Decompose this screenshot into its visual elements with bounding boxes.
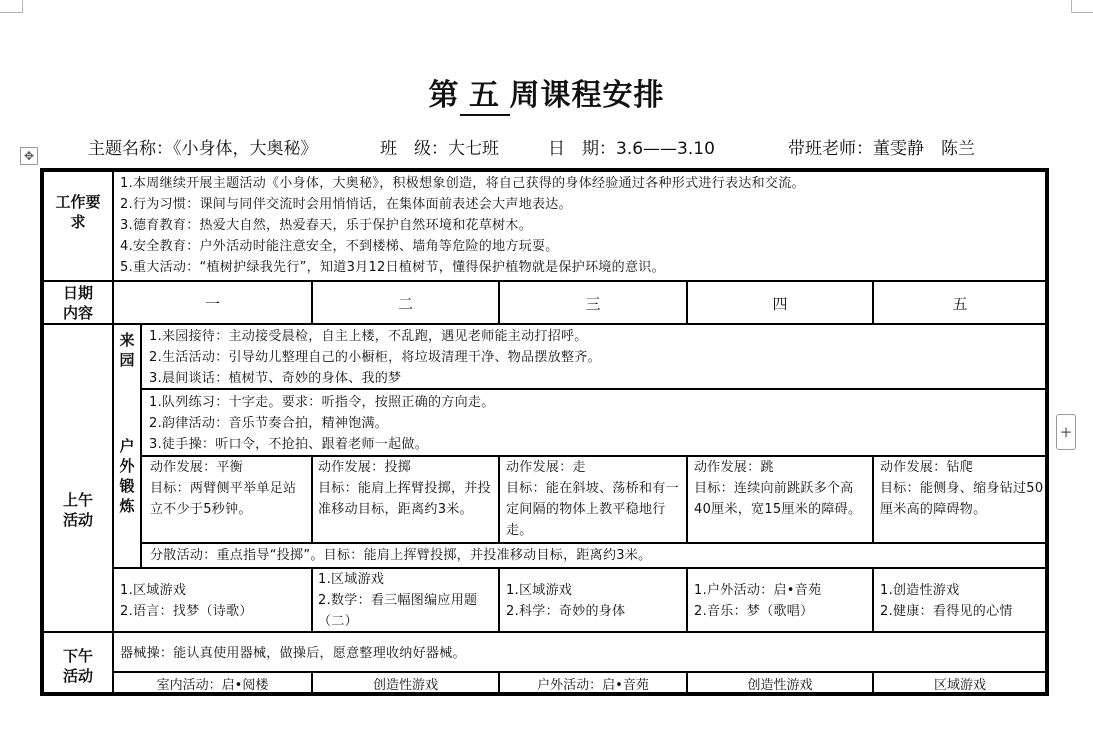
afternoon-activities-label: 下午活动: [62, 647, 93, 685]
teacher-info: [788, 134, 975, 159]
date-content-label: 日期内容: [62, 283, 93, 322]
column-divider: [311, 455, 313, 542]
theme-label: 主题名称：: [88, 139, 173, 159]
class-activity-cell: 1.区域游戏 2.语言：找梦（诗歌）: [120, 583, 253, 619]
outdoor-exercise-list: [149, 392, 495, 455]
date-value: 3.6——3.10: [616, 139, 715, 159]
title-week-number: 五: [460, 70, 510, 116]
list-item: 5.重大活动：“植树护绿我先行”，知道3月12日植树节，懂得保护植物就是保护环境的意识。: [120, 260, 665, 275]
movement-development-cell: 动作发展：钻爬 目标：能侧身、缩身钻过50厘米高的障碍物。: [880, 460, 1044, 517]
afternoon-activity-cell: 创造性游戏: [747, 677, 813, 693]
equipment-exercise: 器械操：能认真使用器械，做操后，愿意整理收纳好器械。: [120, 646, 466, 661]
row-divider: [140, 542, 1046, 544]
list-item: 3.晨间谈话：植树节、奇妙的身体、我的梦: [149, 371, 402, 386]
table-move-handle-icon[interactable]: ✥: [20, 147, 38, 165]
list-item: 3.徒手操：听口令，不抢拍、跟着老师一起做。: [149, 437, 429, 452]
list-item: 2.韵律活动：音乐节奏合拍，精神饱满。: [149, 416, 389, 431]
list-item: 4.安全教育：户外活动时能注意安全，不到楼梯、墙角等危险的地方玩耍。: [120, 239, 559, 254]
column-divider: [498, 567, 500, 631]
work-requirements-label: 工作要求: [55, 193, 101, 231]
column-divider: [311, 567, 313, 631]
list-item: 2.行为习惯：课间与同伴交流时会用悄悄话，在集体面前表述会大声地表达。: [120, 197, 572, 212]
class-activity-cell: 1.区域游戏 2.科学：奇妙的身体: [506, 583, 626, 619]
movement-development-cell: 动作发展：跳 目标：连续向前跳跃多个高40厘米，宽15厘米的障碍。: [694, 460, 862, 517]
afternoon-activity-cell: 室内活动：启•阅楼: [156, 677, 269, 693]
class-activity-cell: 1.户外活动：启•音苑 2.音乐：梦（歌唱）: [694, 583, 822, 619]
list-item: 3.德育教育：热爱大自然，热爱春天，乐于保护自然环境和花草树木。: [120, 218, 533, 233]
page-title: [0, 70, 1093, 116]
theme-info: [88, 134, 318, 159]
list-item: 2.生活活动：引导幼儿整理自己的小橱柜，将垃圾清理干净、物品摆放整齐。: [149, 350, 601, 365]
title-prefix: 第: [428, 78, 460, 113]
morning-activities-label: 上午活动: [62, 491, 93, 529]
arrival-list: [149, 326, 601, 389]
column-divider: [872, 455, 874, 542]
date-info: [548, 134, 715, 159]
column-divider: [140, 323, 142, 567]
scattered-activity: 分散活动：重点指导“投掷”。目标：能肩上挥臂投掷，并投准移动目标，距离约3米。: [150, 548, 652, 563]
row-divider: [112, 567, 1046, 569]
day-header: 四: [772, 294, 788, 313]
afternoon-activity-cell: 户外活动：启•音苑: [537, 677, 649, 693]
movement-development-cell: 动作发展：平衡 目标：两臂侧平举单足站立不少于5秒钟。: [150, 460, 297, 517]
day-header: 五: [952, 294, 968, 313]
date-label: 日 期：: [548, 139, 616, 159]
column-divider: [872, 567, 874, 631]
column-divider: [112, 171, 114, 693]
movement-development-cell: 动作发展：走 目标：能在斜坡、荡桥和有一定间隔的物体上教平稳地行走。: [506, 460, 679, 538]
class-info: [380, 134, 499, 159]
theme-value: 《小身体，大奥秘》: [173, 139, 318, 159]
page-corner-mark: [0, 0, 23, 13]
class-value: 大七班: [448, 139, 499, 159]
day-header: 二: [397, 294, 413, 313]
work-requirements-list: [120, 173, 805, 278]
outdoor-exercise-label: 户外锻炼: [119, 437, 135, 515]
row-divider: [43, 631, 1046, 633]
title-suffix: 周课程安排: [509, 78, 665, 113]
column-divider: [686, 455, 688, 542]
day-header: 三: [585, 294, 601, 313]
class-activity-cell: 1.区域游戏 2.数学：看三幅图编应用题（二）: [318, 572, 478, 629]
movement-development-cell: 动作发展：投掷 目标：能肩上挥臂投掷，并投准移动目标，距离约3米。: [318, 460, 491, 517]
page-corner-mark: [1071, 0, 1093, 13]
list-item: 1.来园接待：主动接受晨检，自主上楼，不乱跑，遇见老师能主动打招呼。: [149, 329, 588, 344]
afternoon-activity-cell: 区域游戏: [933, 677, 986, 693]
column-divider: [498, 455, 500, 542]
afternoon-activity-cell: 创造性游戏: [372, 677, 438, 693]
teacher-label: 带班老师：: [788, 139, 873, 159]
column-divider: [686, 567, 688, 631]
list-item: 1.队列练习：十字走。要求：听指令，按照正确的方向走。: [149, 395, 495, 410]
arrival-label: 来园: [119, 331, 135, 369]
add-column-icon[interactable]: +: [1056, 414, 1076, 450]
class-label: 班 级：: [380, 139, 448, 159]
class-activity-cell: 1.创造性游戏 2.健康：看得见的心情: [880, 583, 1013, 619]
teacher-value: 董雯静 陈兰: [873, 139, 975, 159]
list-item: 1.本周继续开展主题活动《小身体，大奥秘》，积极想象创造，将自己获得的身体经验通过各种形式进行表达和交流。: [120, 176, 805, 191]
day-header: 一: [204, 294, 220, 313]
